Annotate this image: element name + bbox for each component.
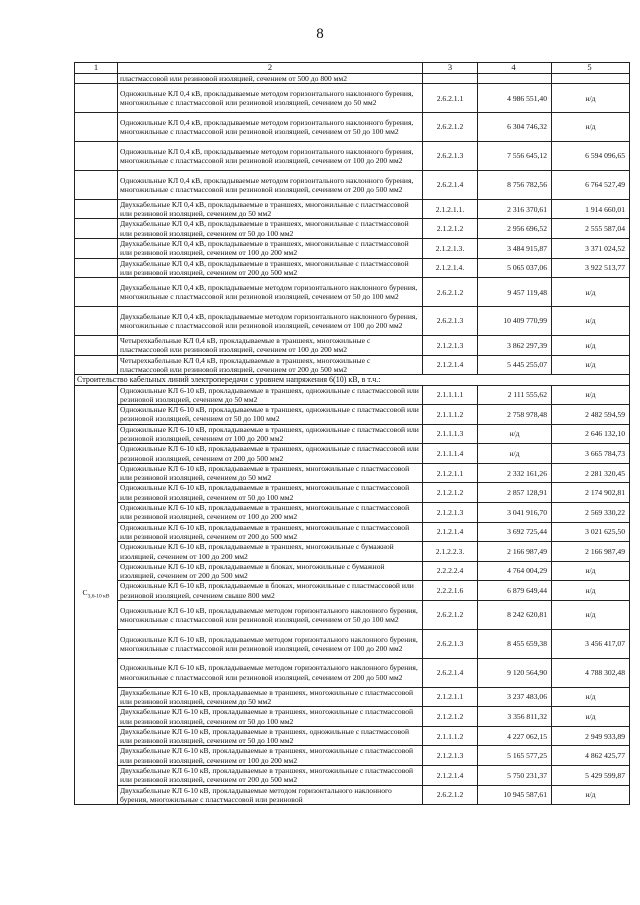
- row-value-1: 5 445 255,07: [478, 355, 552, 375]
- row-description: Одножильные КЛ 6-10 кВ, прокладываемые в траншеях, многожильные с пластмассовой или резиновой изоляцией, сечением от 50 до 100 мм2: [118, 483, 423, 503]
- row-description: Одножильные КЛ 6-10 кВ, прокладываемые в траншеях, многожильные с пластмассовой или резиновой изоляцией, сечением от 100 до 200 мм2: [118, 503, 423, 523]
- row-code: 2.1.2.1.3: [423, 503, 478, 523]
- row-description: Четырехкабельные КЛ 0,4 кВ, прокладываемые в траншеях, многожильные с пластмассовой или резиновой изоляцией, сечением от 200 до 500 мм2: [118, 355, 423, 375]
- row-description: Двухкабельные КЛ 0,4 кВ, прокладываемые в траншеях, многожильные с пластмассовой или резиновой изоляцией, сечением от 200 до 500 мм2: [118, 258, 423, 278]
- row-value-2: н/д: [552, 385, 630, 405]
- table-row: [75, 219, 630, 239]
- table-row: [75, 522, 630, 542]
- row-value-2: н/д: [552, 113, 630, 142]
- row-code: [423, 74, 478, 84]
- row-value-1: 3 862 297,39: [478, 336, 552, 356]
- row-code: 2.6.2.1.4: [423, 658, 478, 687]
- row-code: 2.1.2.1.1.: [423, 199, 478, 219]
- row-value-2: 2 646 132,10: [552, 424, 630, 444]
- row-value-2: 6 594 096,65: [552, 142, 630, 171]
- group-label-cell: [75, 278, 118, 307]
- row-description: Одножильные КЛ 6-10 кВ, прокладываемые методом горизонтального наклонного бурения, многожильные с пластмассовой или резиновой изоляцией, сечением от 100 до 200 мм2: [118, 629, 423, 658]
- tariff-table: [74, 62, 630, 805]
- section-title: Строительство кабельных линий электропередачи с уровнем напряжения 6(10) кВ, в т.ч.:: [75, 375, 630, 385]
- group-label-cell: [75, 199, 118, 219]
- row-description: Одножильные КЛ 6-10 кВ, прокладываемые в траншеях, многожильные с бумажной изоляцией, сечением от 100 до 200 мм2: [118, 542, 423, 562]
- table-row: [75, 258, 630, 278]
- row-value-1: 2 111 555,62: [478, 385, 552, 405]
- row-value-1: 4 986 551,40: [478, 84, 552, 113]
- group-label-cell: [75, 258, 118, 278]
- table-header-row: [75, 63, 630, 74]
- row-value-1: 2 857 128,91: [478, 483, 552, 503]
- row-code: 2.6.2.1.3: [423, 142, 478, 171]
- table-row: [75, 726, 630, 746]
- row-value-2: н/д: [552, 307, 630, 336]
- row-value-1: 2 316 370,61: [478, 199, 552, 219]
- table-row: [75, 766, 630, 786]
- row-value-2: 2 281 320,45: [552, 463, 630, 483]
- row-value-1: 3 692 725,44: [478, 522, 552, 542]
- row-value-2: н/д: [552, 707, 630, 727]
- row-value-1: 10 945 587,61: [478, 785, 552, 805]
- row-value-2: 1 914 660,01: [552, 199, 630, 219]
- row-value-1: 4 764 004,29: [478, 561, 552, 581]
- table-row: [75, 658, 630, 687]
- row-value-2: 2 174 902,81: [552, 483, 630, 503]
- table-row: [75, 707, 630, 727]
- row-description: Одножильные КЛ 6-10 кВ, прокладываемые в траншеях, многожильные с пластмассовой или резиновой изоляцией, сечением от 200 до 500 мм2: [118, 522, 423, 542]
- row-value-1: 5 165 577,25: [478, 746, 552, 766]
- row-value-1: 2 166 987,49: [478, 542, 552, 562]
- row-code: 2.1.1.1.2: [423, 726, 478, 746]
- row-code: 2.6.2.1.2: [423, 601, 478, 630]
- row-code: 2.1.2.1.2: [423, 707, 478, 727]
- page-number: 8: [316, 26, 324, 42]
- header-col-4: 4: [478, 63, 552, 74]
- table-row: [75, 503, 630, 523]
- row-value-2: н/д: [552, 336, 630, 356]
- group-label-cell: [75, 142, 118, 171]
- table-row: [75, 483, 630, 503]
- row-value-1: 2 956 696,52: [478, 219, 552, 239]
- row-value-2: н/д: [552, 84, 630, 113]
- row-code: 2.1.2.1.4: [423, 355, 478, 375]
- table-row: [75, 581, 630, 601]
- table-row: [75, 336, 630, 356]
- row-value-2: 2 569 330,22: [552, 503, 630, 523]
- row-value-1: [478, 74, 552, 84]
- row-value-2: 3 021 625,50: [552, 522, 630, 542]
- row-code: 2.6.2.1.2: [423, 113, 478, 142]
- table-row: [75, 601, 630, 630]
- row-code: 2.1.2.1.4: [423, 522, 478, 542]
- row-value-2: 2 555 587,04: [552, 219, 630, 239]
- group-label-subscript: 3,6-10 кВ: [87, 593, 110, 600]
- group-label: C: [82, 587, 88, 597]
- row-description: Двухкабельные КЛ 6-10 кВ, прокладываемые в траншеях, многожильные с пластмассовой или резиновой изоляцией, сечением от 50 до 100 мм2: [118, 707, 423, 727]
- row-value-1: 3 237 483,06: [478, 687, 552, 707]
- section-row: [75, 375, 630, 385]
- row-description: Одножильные КЛ 6-10 кВ, прокладываемые в траншеях, одножильные с пластмассовой или резиновой изоляцией, сечением от 200 до 500 мм2: [118, 444, 423, 464]
- row-code: 2.1.2.1.2: [423, 483, 478, 503]
- row-description: Одножильные КЛ 6-10 кВ, прокладываемые в блоках, многожильные с бумажной изоляцией, сечением от 200 до 500 мм2: [118, 561, 423, 581]
- row-value-1: 3 484 915,87: [478, 239, 552, 259]
- row-description: Одножильные КЛ 6-10 кВ, прокладываемые в траншеях, одножильные с пластмассовой или резиновой изоляцией, сечением от 100 до 200 мм2: [118, 424, 423, 444]
- row-description: Одножильные КЛ 0,4 кВ, прокладываемые методом горизонтального наклонного бурения, многожильные с пластмассовой или резиновой изоляцией, сечением от 50 до 100 мм2: [118, 113, 423, 142]
- row-value-1: 6 304 746,32: [478, 113, 552, 142]
- row-value-1: 10 409 770,99: [478, 307, 552, 336]
- row-code: 2.1.2.1.1: [423, 687, 478, 707]
- row-value-2: 2 949 933,89: [552, 726, 630, 746]
- row-code: 2.1.2.1.3: [423, 746, 478, 766]
- row-value-2: н/д: [552, 561, 630, 581]
- table-row: [75, 405, 630, 425]
- group-label-cell: [75, 84, 118, 113]
- row-value-1: 8 242 620,81: [478, 601, 552, 630]
- row-value-1: 3 041 916,70: [478, 503, 552, 523]
- row-code: 2.1.1.1.2: [423, 405, 478, 425]
- table-row: [75, 355, 630, 375]
- row-code: 2.6.2.1.1: [423, 84, 478, 113]
- table-row: [75, 785, 630, 805]
- row-value-1: н/д: [478, 444, 552, 464]
- row-code: 2.1.2.1.3.: [423, 239, 478, 259]
- row-value-2: н/д: [552, 601, 630, 630]
- row-code: 2.1.2.1.4: [423, 766, 478, 786]
- row-description: Двухкабельные КЛ 6-10 кВ, прокладываемые в траншеях, одножильные с пластмассовой или резиновой изоляцией, сечением от 50 до 100 мм2: [118, 726, 423, 746]
- row-value-2: 6 764 527,49: [552, 170, 630, 199]
- table-row: [75, 561, 630, 581]
- row-description: Двухкабельные КЛ 0,4 кВ, прокладываемые методом горизонтального наклонного бурения, многожильные с пластмассовой или резиновой изоляцией, сечением от 100 до 200 мм2: [118, 307, 423, 336]
- table-row: [75, 687, 630, 707]
- row-value-1: 5 750 231,37: [478, 766, 552, 786]
- row-value-1: 8 455 659,38: [478, 629, 552, 658]
- group-label-cell: [75, 170, 118, 199]
- group-label-cell: [75, 113, 118, 142]
- table-row: [75, 199, 630, 219]
- row-code: 2.1.2.1.3: [423, 336, 478, 356]
- row-value-1: 3 356 811,32: [478, 707, 552, 727]
- row-value-1: 6 879 649,44: [478, 581, 552, 601]
- row-value-2: 3 665 784,73: [552, 444, 630, 464]
- row-code: 2.6.2.1.2: [423, 278, 478, 307]
- group-label-cell: [75, 74, 118, 84]
- row-code: 2.6.2.1.2: [423, 785, 478, 805]
- row-description: Одножильные КЛ 6-10 кВ, прокладываемые методом горизонтального наклонного бурения, многожильные с пластмассовой или резиновой изоляцией, сечением от 200 до 500 мм2: [118, 658, 423, 687]
- table-row: [75, 84, 630, 113]
- row-code: 2.2.2.2.4: [423, 561, 478, 581]
- row-code: 2.6.2.1.3: [423, 629, 478, 658]
- row-value-2: 2 482 594,59: [552, 405, 630, 425]
- row-value-1: 9 120 564,90: [478, 658, 552, 687]
- row-value-2: н/д: [552, 581, 630, 601]
- row-code: 2.1.1.1.4: [423, 444, 478, 464]
- row-description: Двухкабельные КЛ 6-10 кВ, прокладываемые в траншеях, многожильные с пластмассовой или резиновой изоляцией, сечением от 200 до 500 мм2: [118, 766, 423, 786]
- row-description: Одножильные КЛ 6-10 кВ, прокладываемые в блоках, многожильные с пластмассовой или резиновой изоляцией, сечением свыше 800 мм2: [118, 581, 423, 601]
- row-description: Одножильные КЛ 6-10 кВ, прокладываемые в траншеях, многожильные с пластмассовой или резиновой изоляцией, сечением до 50 мм2: [118, 463, 423, 483]
- row-value-2: 2 166 987,49: [552, 542, 630, 562]
- row-value-1: 9 457 119,48: [478, 278, 552, 307]
- row-code: 2.2.2.1.6: [423, 581, 478, 601]
- row-description: Двухкабельные КЛ 6-10 кВ, прокладываемые методом горизонтального наклонного бурения, многожильные с пластмассовой или резиновой: [118, 785, 423, 805]
- table-row: [75, 170, 630, 199]
- table-row: [75, 463, 630, 483]
- table-row: [75, 746, 630, 766]
- row-code: 2.1.2.1.2: [423, 219, 478, 239]
- row-value-2: 5 429 599,87: [552, 766, 630, 786]
- header-col-1: 1: [75, 63, 118, 74]
- row-description: Четырехкабельные КЛ 0,4 кВ, прокладываемые в траншеях, многожильные с пластмассовой или резиновой изоляцией, сечением от 100 до 200 мм2: [118, 336, 423, 356]
- row-description: Двухкабельные КЛ 0,4 кВ, прокладываемые в траншеях, многожильные с пластмассовой или резиновой изоляцией, сечением до 50 мм2: [118, 199, 423, 219]
- row-value-2: 4 862 425,77: [552, 746, 630, 766]
- row-value-1: 7 556 645,12: [478, 142, 552, 171]
- group-label-cell: [75, 307, 118, 336]
- row-description: Одножильные КЛ 6-10 кВ, прокладываемые в траншеях, одножильные с пластмассовой или резиновой изоляцией, сечением от 50 до 100 мм2: [118, 405, 423, 425]
- row-value-1: 8 756 782,56: [478, 170, 552, 199]
- row-value-2: 3 922 513,77: [552, 258, 630, 278]
- group-label-cell: [75, 355, 118, 375]
- row-description: Двухкабельные КЛ 6-10 кВ, прокладываемые в траншеях, многожильные с пластмассовой или резиновой изоляцией, сечением до 50 мм2: [118, 687, 423, 707]
- row-code: 2.1.1.1.1: [423, 385, 478, 405]
- row-value-2: н/д: [552, 687, 630, 707]
- header-col-2: 2: [118, 63, 423, 74]
- row-description: пластмассовой или резиновой изоляцией, сечением от 500 до 800 мм2: [118, 74, 423, 84]
- row-value-2: н/д: [552, 278, 630, 307]
- row-description: Одножильные КЛ 0,4 кВ, прокладываемые методом горизонтального наклонного бурения, многожильные с пластмассовой или резиновой изоляцией, сечением от 100 до 200 мм2: [118, 142, 423, 171]
- table-row: [75, 74, 630, 84]
- row-value-1: н/д: [478, 424, 552, 444]
- table-row: [75, 307, 630, 336]
- row-value-2: 3 371 024,52: [552, 239, 630, 259]
- row-value-1: 5 065 037,06: [478, 258, 552, 278]
- table-row: [75, 424, 630, 444]
- row-description: Одножильные КЛ 6-10 кВ, прокладываемые методом горизонтального наклонного бурения, многожильные с пластмассовой или резиновой изоляцией, сечением от 50 до 100 мм2: [118, 601, 423, 630]
- row-value-1: 2 758 978,48: [478, 405, 552, 425]
- table-row: [75, 113, 630, 142]
- row-value-2: н/д: [552, 785, 630, 805]
- row-description: Двухкабельные КЛ 0,4 кВ, прокладываемые в траншеях, многожильные с пластмассовой или резиновой изоляцией, сечением от 100 до 200 мм2: [118, 239, 423, 259]
- row-value-2: 3 456 417,07: [552, 629, 630, 658]
- table-row: [75, 142, 630, 171]
- row-value-1: 4 227 062,15: [478, 726, 552, 746]
- row-code: 2.6.2.1.3: [423, 307, 478, 336]
- row-code: 2.1.2.2.3.: [423, 542, 478, 562]
- row-description: Одножильные КЛ 6-10 кВ, прокладываемые в траншеях, одножильные с пластмассовой или резиновой изоляцией, сечением до 50 мм2: [118, 385, 423, 405]
- row-value-2: н/д: [552, 355, 630, 375]
- row-value-2: [552, 74, 630, 84]
- group-label-cell: [75, 219, 118, 239]
- group-label-cell: [75, 239, 118, 259]
- group-label-cell: [75, 336, 118, 356]
- header-col-5: 5: [552, 63, 630, 74]
- row-code: 2.1.2.1.1: [423, 463, 478, 483]
- header-col-3: 3: [423, 63, 478, 74]
- table-row: [75, 542, 630, 562]
- row-code: 2.6.2.1.4: [423, 170, 478, 199]
- group-label-cell: [75, 385, 118, 805]
- table-row: [75, 385, 630, 405]
- row-description: Двухкабельные КЛ 0,4 кВ, прокладываемые в траншеях, многожильные с пластмассовой или резиновой изоляцией, сечением от 50 до 100 мм2: [118, 219, 423, 239]
- row-description: Двухкабельные КЛ 0,4 кВ, прокладываемые методом горизонтального наклонного бурения, многожильные с пластмассовой или резиновой изоляцией, сечением от 50 до 100 мм2: [118, 278, 423, 307]
- table-row: [75, 629, 630, 658]
- row-value-2: 4 788 302,48: [552, 658, 630, 687]
- row-description: Одножильные КЛ 0,4 кВ, прокладываемые методом горизонтального наклонного бурения, многожильные с пластмассовой или резиновой изоляцией, сечением до 50 мм2: [118, 84, 423, 113]
- row-description: Одножильные КЛ 0,4 кВ, прокладываемые методом горизонтального наклонного бурения, многожильные с пластмассовой или резиновой изоляцией, сечением от 200 до 500 мм2: [118, 170, 423, 199]
- row-code: 2.1.2.1.4.: [423, 258, 478, 278]
- row-description: Двухкабельные КЛ 6-10 кВ, прокладываемые в траншеях, многожильные с пластмассовой или резиновой изоляцией, сечением от 100 до 200 мм2: [118, 746, 423, 766]
- row-code: 2.1.1.1.3: [423, 424, 478, 444]
- row-value-1: 2 332 161,26: [478, 463, 552, 483]
- table-row: [75, 278, 630, 307]
- table-row: [75, 239, 630, 259]
- table-row: [75, 444, 630, 464]
